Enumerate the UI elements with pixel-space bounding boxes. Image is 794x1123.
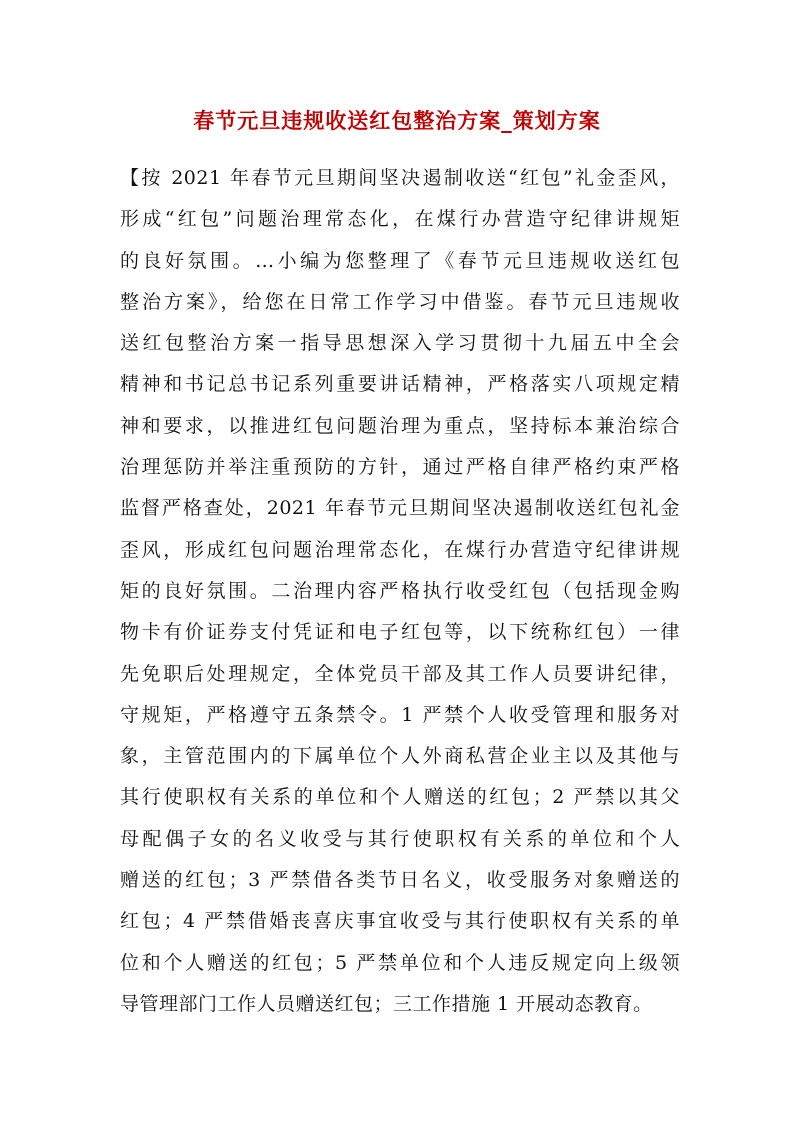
body-line: 导管理部门工作人员赠送红包；三工作措施 1 开展动态教育。 xyxy=(120,992,653,1015)
body-line: 监督严格查处，2021 年春节元旦期间坚决遏制收送红包礼金 xyxy=(120,497,680,520)
body-line: 【按 2021 年春节元旦期间坚决遏制收送“红包”礼金歪风， xyxy=(120,167,680,189)
body-line: 整治方案》，给您在日常工作学习中借鉴。春节元旦违规收 xyxy=(120,290,680,313)
document-body xyxy=(120,158,680,1025)
body-line: 形成“红包”问题治理常态化，在煤行办营造守纪律讲规矩 xyxy=(120,208,680,231)
document-title: 春节元旦违规收送红包整治方案_策划方案 xyxy=(193,108,601,133)
body-line: 位和个人赠送的红包；5 严禁单位和个人违反规定向上级领 xyxy=(120,951,680,974)
body-line: 红包；4 严禁借婚丧喜庆事宜收受与其行使职权有关系的单 xyxy=(120,910,680,933)
body-line: 先免职后处理规定，全体党员干部及其工作人员要讲纪律， xyxy=(120,662,680,685)
body-line: 守规矩，严格遵守五条禁令。1 严禁个人收受管理和服务对 xyxy=(120,703,680,726)
body-line: 矩的良好氛围。二治理内容严格执行收受红包（包括现金购 xyxy=(120,579,680,602)
body-line: 其行使职权有关系的单位和个人赠送的红包；2 严禁以其父 xyxy=(120,786,680,809)
body-line: 神和要求，以推进红包问题治理为重点，坚持标本兼治综合 xyxy=(120,414,680,437)
body-line: 的良好氛围。…小编为您整理了《春节元旦违规收送红包 xyxy=(120,249,680,272)
body-line: 治理惩防并举注重预防的方针，通过严格自律严格约束严格 xyxy=(120,456,680,479)
body-line: 母配偶子女的名义收受与其行使职权有关系的单位和个人 xyxy=(120,827,680,850)
body-line: 歪风，形成红包问题治理常态化，在煤行办营造守纪律讲规 xyxy=(120,538,680,561)
body-line: 物卡有价证券支付凭证和电子红包等，以下统称红包）一律 xyxy=(120,621,680,644)
body-line: 送红包整治方案一指导思想深入学习贯彻十九届五中全会 xyxy=(120,332,680,355)
body-line: 赠送的红包；3 严禁借各类节日名义，收受服务对象赠送的 xyxy=(120,869,680,892)
body-line: 精神和书记总书记系列重要讲话精神，严格落实八项规定精 xyxy=(120,373,680,396)
body-line: 象，主管范围内的下属单位个人外商私营企业主以及其他与 xyxy=(120,745,680,768)
